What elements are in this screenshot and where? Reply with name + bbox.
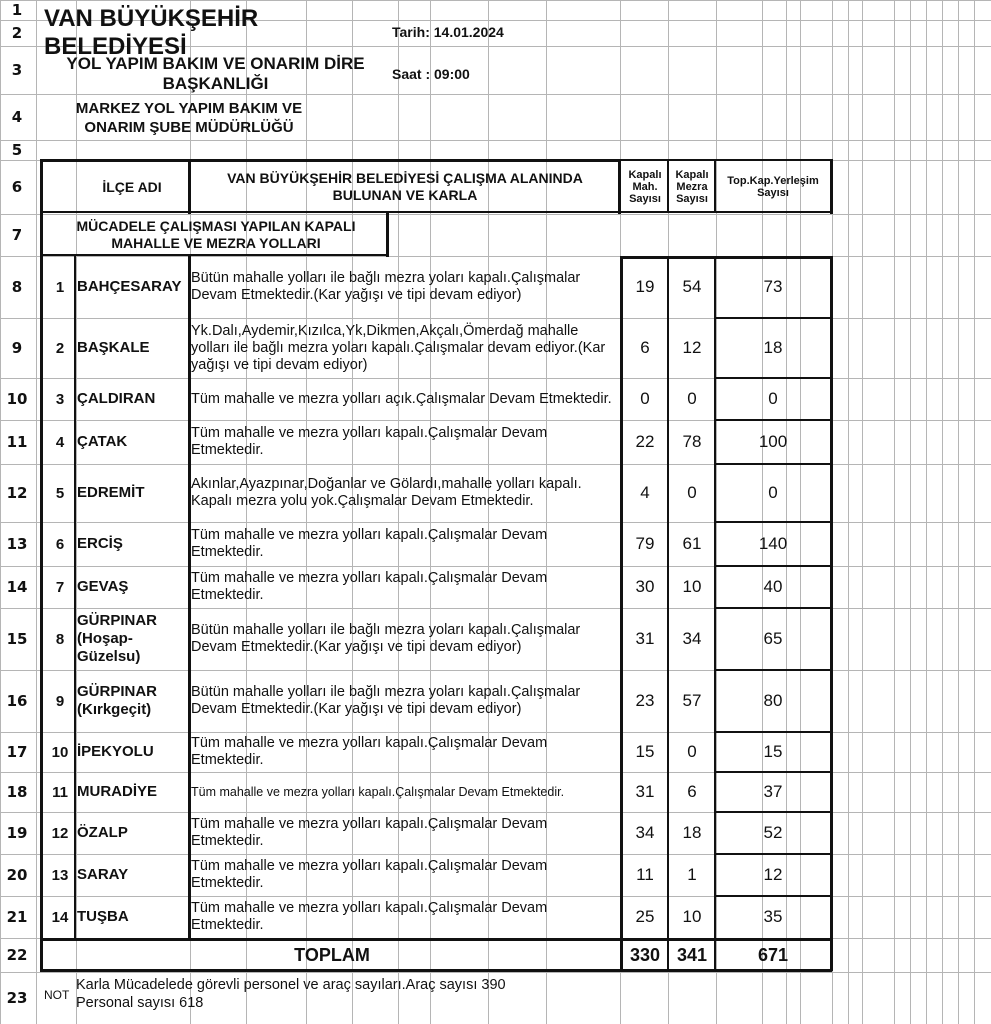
status-description: Tüm mahalle ve mezra yolları kapalı.Çalışmalar Devam Etmektedir. xyxy=(191,570,548,603)
row-number: 12 xyxy=(6,484,28,502)
closed-settlements-count: 18 xyxy=(763,338,783,357)
closed-neighborhoods-count: 15 xyxy=(635,742,655,761)
closed-hamlets-count: 0 xyxy=(687,742,697,761)
district-name: İPEKYOLU xyxy=(77,743,154,760)
status-description: Akınlar,Ayazpınar,Doğanlar ve Gölardı,mahalle yolları kapalı. Kapalı mezra yolu yok.Çalışmalar Devam Etmektedir. xyxy=(191,476,582,509)
status-description: Bütün mahalle yolları ile bağlı mezra yoları kapalı.Çalışmalar Devam Etmektedir.(Kar yağışı ve tipi devam ediyor) xyxy=(191,270,581,303)
row-number: 16 xyxy=(6,692,28,710)
district-name: GEVAŞ xyxy=(77,578,129,595)
district-name: BAŞKALE xyxy=(77,339,150,356)
district-name: GÜRPINAR (Kırkgeçit) xyxy=(77,683,158,718)
row-number: 7 xyxy=(11,226,23,244)
total-closed-neighborhoods: 330 xyxy=(629,944,661,965)
row-number: 11 xyxy=(6,433,28,451)
status-description: Bütün mahalle yolları ile bağlı mezra yoları kapalı.Çalışmalar Devam Etmektedir.(Kar yağışı ve tipi devam ediyor) xyxy=(191,622,581,655)
row-number: 4 xyxy=(11,108,23,126)
status-description: Tüm mahalle ve mezra yolları açık.Çalışmalar Devam Etmektedir. xyxy=(191,390,612,407)
closed-settlements-count: 0 xyxy=(768,389,778,408)
closed-hamlets-count: 10 xyxy=(682,907,702,926)
status-description: Bütün mahalle yolları ile bağlı mezra yoları kapalı.Çalışmalar Devam Etmektedir.(Kar yağışı ve tipi devam ediyor) xyxy=(191,684,581,717)
row-index: 1 xyxy=(55,278,65,296)
closed-hamlets-count: 0 xyxy=(687,389,697,408)
closed-settlements-count: 65 xyxy=(763,629,783,648)
thick-border xyxy=(714,853,833,855)
closed-hamlets-count: 57 xyxy=(682,691,702,710)
branch-name: MARKEZ YOL YAPIM BAKIM VE ONARIM ŞUBE MÜDÜRLÜĞÜ xyxy=(75,100,303,136)
row-index: 4 xyxy=(55,433,65,451)
district-name: EDREMİT xyxy=(77,484,145,501)
thick-border xyxy=(714,811,833,813)
closed-settlements-count: 100 xyxy=(758,432,788,451)
row-number: 20 xyxy=(6,866,28,884)
status-description: Tüm mahalle ve mezra yolları kapalı.Çalışmalar Devam Etmektedir. xyxy=(191,858,548,891)
row-number: 10 xyxy=(6,390,28,408)
thick-border xyxy=(40,211,620,213)
thick-border xyxy=(188,159,191,214)
report-date: Tarih: 14.01.2024 xyxy=(392,24,504,40)
thick-border xyxy=(714,607,833,609)
row-index: 5 xyxy=(55,484,65,502)
status-description: Tüm mahalle ve mezra yolları kapalı.Çalışmalar Devam Etmektedir. xyxy=(191,784,565,799)
closed-neighborhoods-count: 0 xyxy=(640,389,650,408)
thick-border xyxy=(40,938,832,941)
district-name: ÇALDIRAN xyxy=(77,390,156,407)
thick-border xyxy=(714,256,716,971)
thick-border xyxy=(40,254,389,256)
row-index: 6 xyxy=(55,535,65,553)
thick-border xyxy=(714,565,833,567)
thick-border xyxy=(620,256,832,259)
closed-neighborhoods-count: 19 xyxy=(635,277,655,296)
column-header-closed-neighborhoods: Kapalı Mah. Sayısı xyxy=(628,169,662,205)
thick-border xyxy=(40,256,43,941)
thick-border xyxy=(714,895,833,897)
report-time: Saat : 09:00 xyxy=(392,66,470,82)
closed-settlements-count: 52 xyxy=(763,823,783,842)
closed-hamlets-count: 78 xyxy=(682,432,702,451)
closed-neighborhoods-count: 31 xyxy=(635,629,655,648)
total-label: TOPLAM xyxy=(294,944,370,965)
column-header-district: İLÇE ADI xyxy=(102,178,162,195)
thick-border xyxy=(714,463,833,465)
district-name: GÜRPINAR (Hoşap-Güzelsu) xyxy=(77,612,158,665)
row-number: 1 xyxy=(11,1,23,19)
closed-hamlets-count: 18 xyxy=(682,823,702,842)
status-description: Tüm mahalle ve mezra yolları kapalı.Çalışmalar Devam Etmektedir. xyxy=(191,816,548,849)
closed-settlements-count: 35 xyxy=(763,907,783,926)
row-index: 8 xyxy=(55,630,65,648)
closed-neighborhoods-count: 31 xyxy=(635,782,655,801)
thick-border xyxy=(188,256,191,941)
closed-hamlets-count: 12 xyxy=(682,338,702,357)
status-description: Tüm mahalle ve mezra yolları kapalı.Çalışmalar Devam Etmektedir. xyxy=(191,900,548,933)
closed-hamlets-count: 54 xyxy=(682,277,702,296)
closed-neighborhoods-count: 6 xyxy=(640,338,650,357)
row-index: 10 xyxy=(51,743,69,761)
thick-border xyxy=(830,159,833,214)
thick-border xyxy=(618,159,621,214)
closed-neighborhoods-count: 30 xyxy=(635,577,655,596)
column-header-closed-hamlets: Kapalı Mezra Sayısı xyxy=(675,169,709,205)
closed-hamlets-count: 61 xyxy=(682,534,702,553)
row-index: 12 xyxy=(51,824,69,842)
thick-border xyxy=(620,159,832,161)
row-index: 3 xyxy=(55,390,65,408)
row-number: 22 xyxy=(6,946,28,964)
thick-border xyxy=(620,256,623,971)
thick-border xyxy=(40,159,43,214)
thick-border xyxy=(714,159,716,213)
row-index: 13 xyxy=(51,866,69,884)
row-index: 11 xyxy=(52,783,68,801)
row-number: 14 xyxy=(6,578,28,596)
closed-settlements-count: 140 xyxy=(758,534,788,553)
closed-neighborhoods-count: 34 xyxy=(635,823,655,842)
row-number: 8 xyxy=(11,278,23,296)
closed-neighborhoods-count: 11 xyxy=(636,865,654,884)
row-index: 14 xyxy=(51,908,69,926)
closed-hamlets-count: 6 xyxy=(687,782,697,801)
row-index: 9 xyxy=(55,692,65,710)
thick-border xyxy=(714,377,833,379)
thick-border xyxy=(714,521,833,523)
status-description: Tüm mahalle ve mezra yolları kapalı.Çalışmalar Devam Etmektedir. xyxy=(191,527,548,560)
row-index: 2 xyxy=(55,339,65,357)
closed-hamlets-count: 1 xyxy=(687,865,697,884)
row-index: 7 xyxy=(55,578,65,596)
thick-border xyxy=(386,213,389,257)
note-text: Karla Mücadelede görevli personel ve araç sayıları.Araç sayısı 390 Personal sayısı 618 xyxy=(76,977,506,1011)
page-title: VAN BÜYÜKŞEHİR BELEDİYESİ xyxy=(44,5,259,60)
closed-hamlets-count: 0 xyxy=(687,483,697,502)
closed-hamlets-count: 10 xyxy=(682,577,702,596)
thick-border xyxy=(714,317,833,319)
thick-border xyxy=(830,256,833,971)
row-number: 18 xyxy=(6,783,28,801)
closed-hamlets-count: 34 xyxy=(682,629,702,648)
row-number: 13 xyxy=(6,535,28,553)
column-header-total-closed: Top.Kap.Yerleşim Sayısı xyxy=(727,175,819,199)
thick-border xyxy=(714,669,833,671)
district-name: ÇATAK xyxy=(77,433,128,450)
row-number: 9 xyxy=(11,339,23,357)
total-closed-settlements: 671 xyxy=(757,944,789,965)
row-number: 19 xyxy=(6,824,28,842)
row-number: 3 xyxy=(11,61,23,79)
district-name: SARAY xyxy=(77,866,129,883)
closed-settlements-count: 15 xyxy=(763,742,783,761)
thick-border xyxy=(74,256,76,939)
district-name: MURADİYE xyxy=(77,783,158,800)
thick-border xyxy=(40,938,43,971)
closed-settlements-count: 37 xyxy=(763,782,783,801)
status-description: Tüm mahalle ve mezra yolları kapalı.Çalışmalar Devam Etmektedir. xyxy=(191,425,548,458)
closed-neighborhoods-count: 4 xyxy=(640,483,650,502)
closed-settlements-count: 0 xyxy=(768,483,778,502)
status-description: Tüm mahalle ve mezra yolları kapalı.Çalışmalar Devam Etmektedir. xyxy=(191,735,548,768)
thick-border xyxy=(667,256,669,971)
row-number: 6 xyxy=(11,178,23,196)
thick-border xyxy=(40,213,43,257)
row-number: 2 xyxy=(11,24,23,42)
row-number: 23 xyxy=(6,989,28,1007)
thick-border xyxy=(620,211,832,213)
district-name: TUŞBA xyxy=(77,908,129,925)
row-number: 21 xyxy=(6,908,28,926)
closed-settlements-count: 73 xyxy=(763,277,783,296)
column-header-description: VAN BÜYÜKŞEHİR BELEDİYESİ ÇALIŞMA ALANINDA BULUNAN VE KARLA xyxy=(227,170,583,203)
closed-neighborhoods-count: 23 xyxy=(635,691,655,710)
row-number: 15 xyxy=(6,630,28,648)
closed-neighborhoods-count: 79 xyxy=(635,534,655,553)
table-subheader: MÜCADELE ÇALIŞMASI YAPILAN KAPALI MAHALLE VE MEZRA YOLLARI xyxy=(76,218,356,251)
district-name: BAHÇESARAY xyxy=(77,278,182,295)
status-description: Yk.Dalı,Aydemir,Kızılca,Yk,Dikmen,Akçalı,Ömerdağ mahalle yolları ile bağlı mezra yoları kapalı.Çalışmalar devam ediyor.(Kar yağışı ve tipi devam ediyor) xyxy=(191,322,606,373)
total-closed-hamlets: 341 xyxy=(676,944,708,965)
closed-neighborhoods-count: 25 xyxy=(635,907,655,926)
thick-border xyxy=(667,159,669,213)
district-name: ERCİŞ xyxy=(77,535,123,552)
department-name: YOL YAPIM BAKIM VE ONARIM DİRE BAŞKANLIĞI xyxy=(66,54,365,93)
thick-border xyxy=(40,159,620,162)
thick-border xyxy=(714,771,833,773)
thick-border xyxy=(40,969,832,972)
closed-settlements-count: 12 xyxy=(763,865,783,884)
row-number: 5 xyxy=(11,141,23,159)
thick-border xyxy=(714,731,833,733)
row-number: 17 xyxy=(6,743,28,761)
district-name: ÖZALP xyxy=(77,824,128,841)
closed-settlements-count: 40 xyxy=(763,577,783,596)
closed-neighborhoods-count: 22 xyxy=(635,432,655,451)
closed-settlements-count: 80 xyxy=(763,691,783,710)
note-label: NOT xyxy=(44,988,70,1002)
thick-border xyxy=(714,419,833,421)
